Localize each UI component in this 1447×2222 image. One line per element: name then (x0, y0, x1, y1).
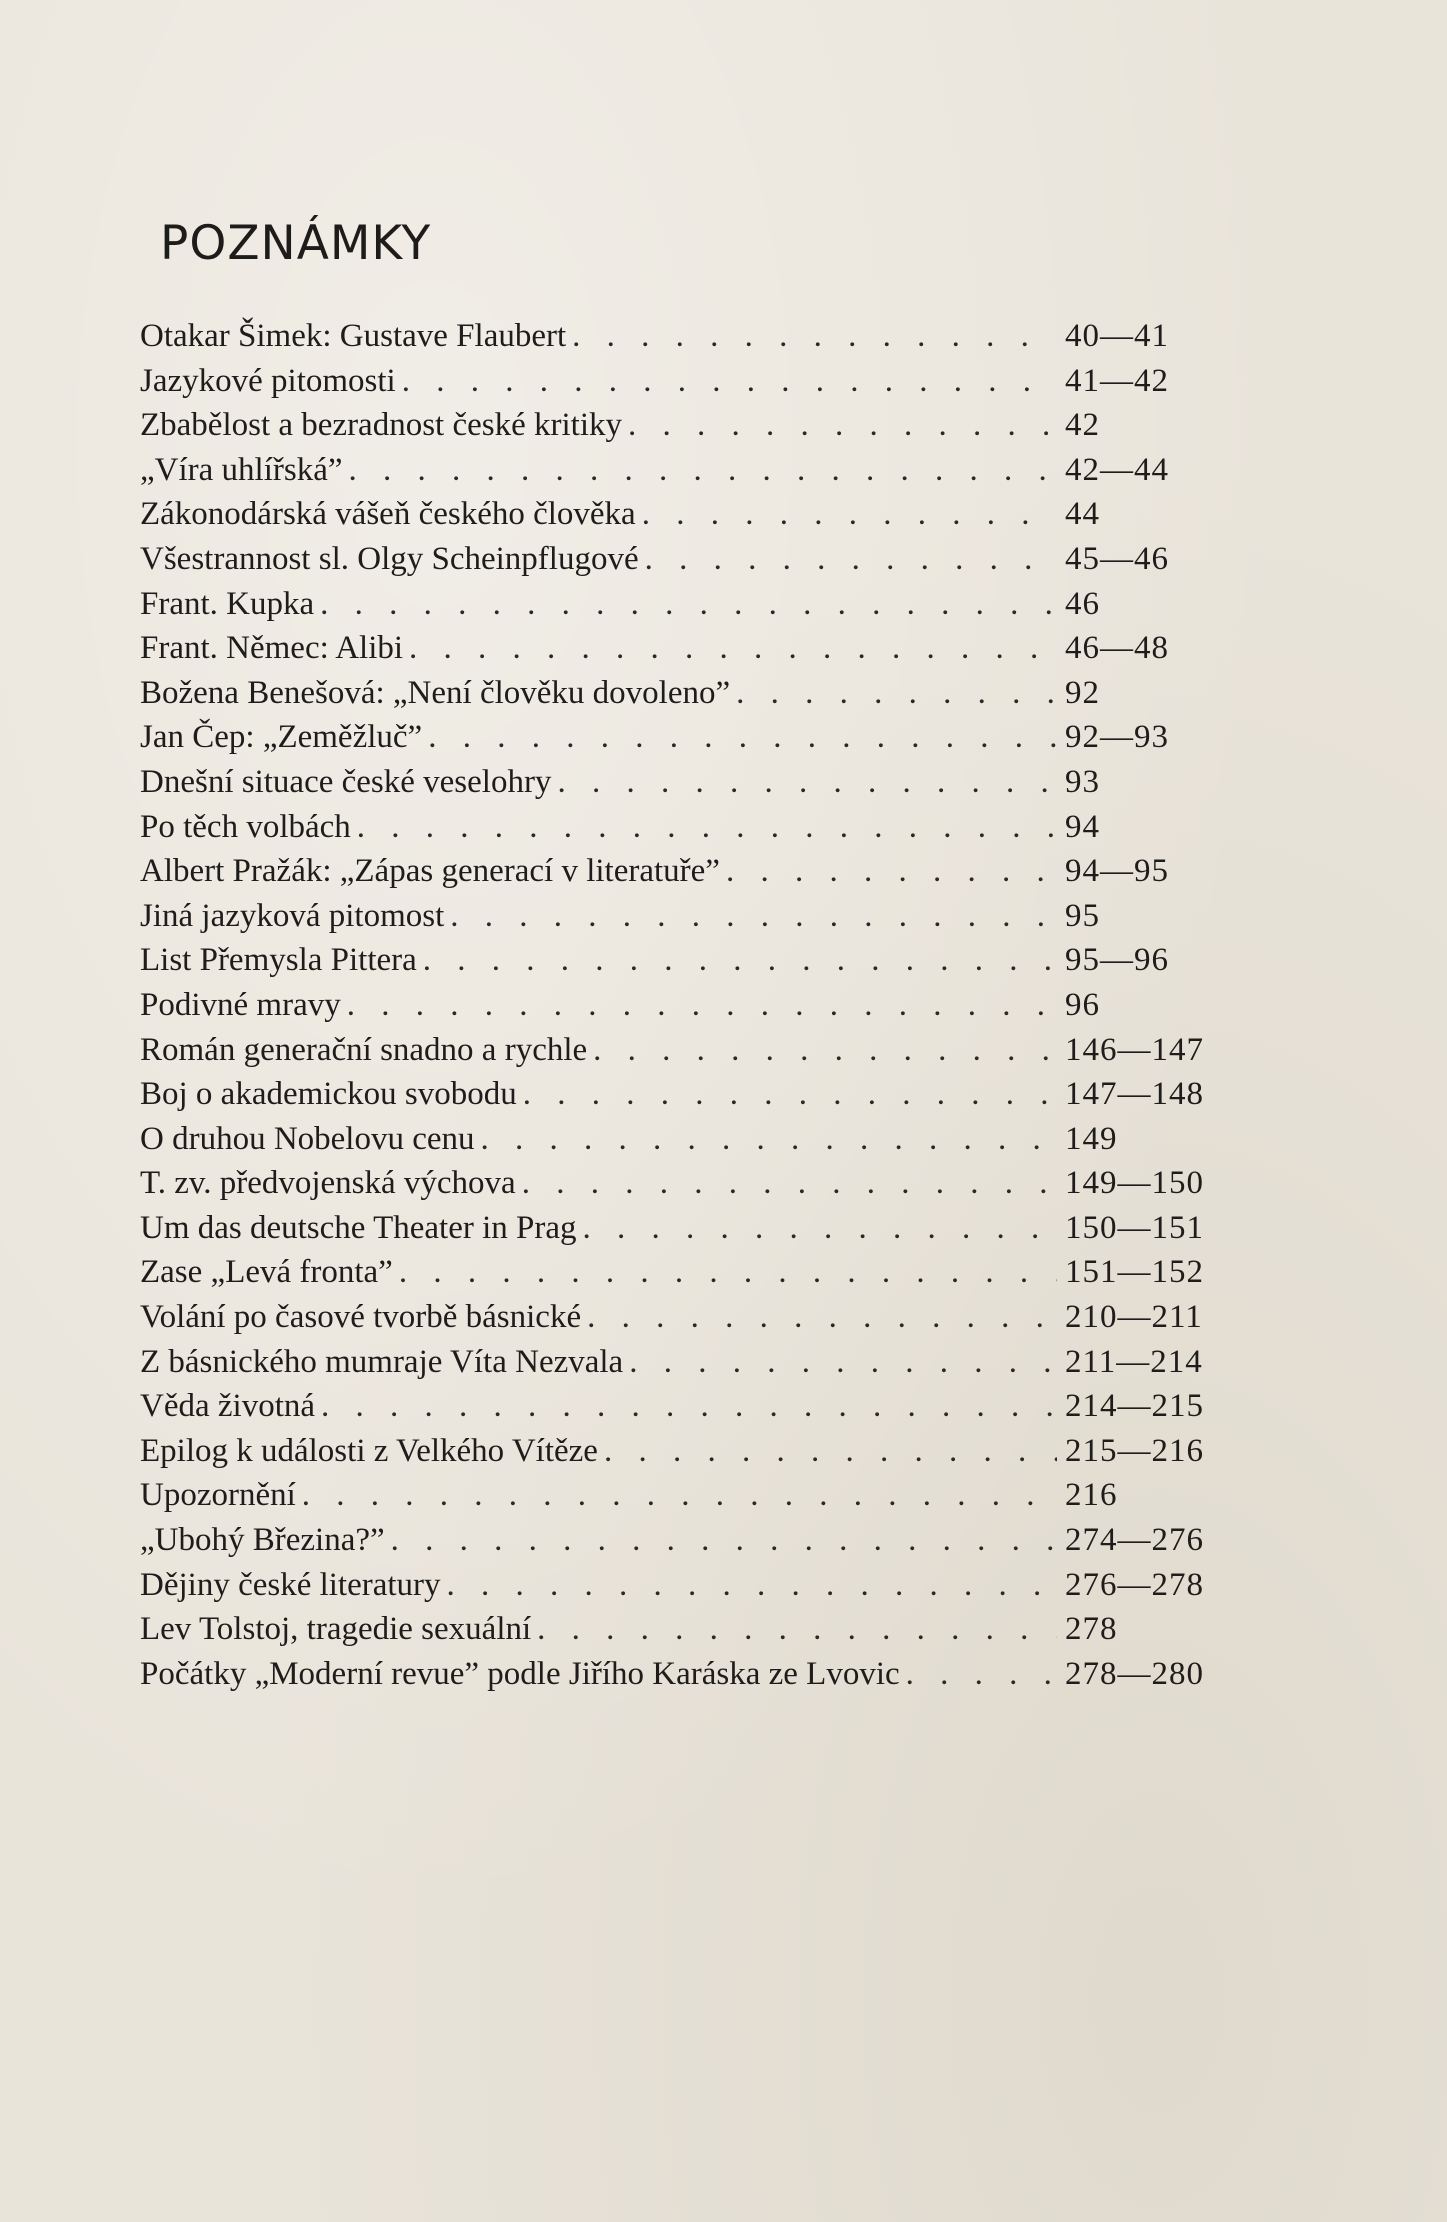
toc-entry (140, 1567, 1215, 1612)
toc-entry-pages: 42—44 (1065, 451, 1169, 488)
toc-entry-title: Jan Čep: „Zeměžluč” (140, 719, 423, 756)
dot-leader (447, 1567, 1057, 1604)
toc-entry (140, 1522, 1215, 1567)
dot-leader (587, 1299, 1057, 1336)
dot-leader (557, 764, 1057, 801)
toc-entry (140, 1477, 1215, 1522)
toc-entry-title: Frant. Němec: Alibi (140, 630, 404, 667)
toc-entry-pages: 46—48 (1065, 630, 1169, 667)
toc-entry-pages: 215—216 (1065, 1432, 1204, 1469)
toc-entry-pages: 274—276 (1065, 1522, 1204, 1559)
toc-entry-pages: 92—93 (1065, 719, 1169, 756)
toc-entry-pages: 211—214 (1065, 1343, 1203, 1380)
dot-leader (321, 1388, 1057, 1425)
toc-entry (140, 1388, 1215, 1433)
dot-leader (450, 898, 1057, 935)
dot-leader (604, 1433, 1057, 1470)
toc-entry (140, 630, 1215, 675)
toc-entry-title: Otakar Šimek: Gustave Flaubert (140, 318, 567, 354)
toc-entry (140, 407, 1215, 452)
dot-leader (320, 586, 1057, 623)
toc-entry-title: Román generační snadno a rychle (140, 1031, 588, 1068)
toc-entry-pages: 92 (1065, 674, 1100, 711)
toc-entry (140, 541, 1215, 586)
toc-entry-title: O druhou Nobelovu cenu (140, 1120, 475, 1157)
toc-entry-title: Jiná jazyková pitomost (140, 897, 445, 934)
toc-entry-title: Zákonodárská vášeň českého člověka (140, 496, 636, 533)
toc-entry-title: Podivné mravy (140, 986, 341, 1023)
toc-entry-pages: 149—150 (1065, 1165, 1204, 1202)
toc-entry-pages: 95 (1065, 897, 1100, 934)
dot-leader (302, 1477, 1057, 1514)
dot-leader (481, 1121, 1057, 1158)
dot-leader (349, 452, 1058, 489)
dot-leader (402, 363, 1057, 400)
toc-entry (140, 1165, 1215, 1210)
toc-entry (140, 942, 1215, 987)
toc-entry-title: Dějiny české literatury (140, 1566, 441, 1603)
toc-entry-title: Um das deutsche Theater in Prag (140, 1209, 577, 1246)
toc-entry (140, 1254, 1215, 1299)
toc-entry-pages: 93 (1065, 763, 1100, 800)
toc-entry-title: Počátky „Moderní revue” podle Jiřího Karáska ze Lvovic (140, 1655, 900, 1692)
toc-entry (140, 318, 1215, 363)
toc-entry (140, 452, 1215, 497)
toc-entry-pages: 278 (1065, 1611, 1118, 1648)
toc-entry-title: Po těch volbách (140, 808, 351, 845)
dot-leader (522, 1165, 1057, 1202)
page-heading: POZNÁMKY (160, 216, 432, 271)
toc-entry-title: Upozornění (140, 1477, 296, 1514)
toc-entry-pages: 42 (1065, 407, 1100, 444)
dot-leader (583, 1210, 1057, 1247)
toc-entry (140, 586, 1215, 631)
toc-entry-title: Z básnického mumraje Víta Nezvala (140, 1343, 624, 1380)
toc-entry-title: Frant. Kupka (140, 585, 315, 622)
toc-entry-pages: 216 (1065, 1477, 1118, 1514)
toc-entry (140, 1433, 1215, 1478)
dot-leader (572, 318, 1057, 355)
toc-entry (140, 764, 1215, 809)
dot-leader (593, 1032, 1057, 1069)
toc-entry (140, 809, 1215, 854)
toc-entry (140, 719, 1215, 764)
toc-entry (140, 363, 1215, 408)
toc-entry-pages: 41—42 (1065, 362, 1169, 399)
toc-entry-title: Boj o akademickou svobodu (140, 1076, 517, 1113)
dot-leader (347, 987, 1057, 1024)
toc-entry (140, 1299, 1215, 1344)
toc-entry (140, 1656, 1215, 1701)
dot-leader (642, 496, 1057, 533)
toc-entry-pages: 147—148 (1065, 1076, 1204, 1113)
toc-entry-pages: 96 (1065, 986, 1100, 1023)
dot-leader (726, 853, 1057, 890)
dot-leader (423, 942, 1057, 979)
toc-entry-pages: 44 (1065, 496, 1100, 533)
toc-entry-pages: 95—96 (1065, 942, 1169, 979)
dot-leader (645, 541, 1057, 578)
toc-entry-pages: 150—151 (1065, 1209, 1204, 1246)
toc-entry-pages: 149 (1065, 1120, 1118, 1157)
toc-entry-title: Božena Benešová: „Není člověku dovoleno” (140, 674, 731, 711)
dot-leader (428, 719, 1057, 756)
toc-entry-pages: 276—278 (1065, 1566, 1204, 1603)
toc-entry-title: Albert Pražák: „Zápas generací v literatuře” (140, 853, 720, 890)
toc-entry-title: Jazykové pitomosti (140, 362, 396, 399)
toc-entry (140, 1611, 1215, 1656)
toc-entry-pages: 214—215 (1065, 1388, 1204, 1425)
toc-entry (140, 1121, 1215, 1166)
dot-leader (628, 407, 1057, 444)
toc-entry-pages: 94 (1065, 808, 1100, 845)
dot-leader (736, 675, 1057, 712)
toc-entry-pages: 146—147 (1065, 1031, 1204, 1068)
toc-entry-title: T. zv. předvojenská výchova (140, 1165, 516, 1202)
toc-entry-pages: 40—41 (1065, 318, 1169, 354)
dot-leader (391, 1522, 1057, 1559)
toc-entry-title: Věda životná (140, 1388, 316, 1425)
toc-entry-title: Epilog k události z Velkého Vítěze (140, 1432, 598, 1469)
toc-entry (140, 1210, 1215, 1255)
dot-leader (537, 1611, 1057, 1648)
toc-entry-pages: 151—152 (1065, 1254, 1204, 1291)
toc-entry (140, 1344, 1215, 1389)
toc-entry-title: Zase „Levá fronta” (140, 1254, 393, 1291)
dot-leader (523, 1076, 1057, 1113)
dot-leader (906, 1656, 1057, 1693)
toc-entry-title: „Ubohý Březina?” (140, 1522, 385, 1559)
toc-entry-pages: 45—46 (1065, 540, 1169, 577)
toc-entry-title: „Víra uhlířská” (140, 451, 343, 488)
toc-entry-title: Všestrannost sl. Olgy Scheinpflugové (140, 540, 639, 577)
toc-entry-pages: 210—211 (1065, 1299, 1203, 1336)
notes-table-of-contents (140, 318, 1215, 1700)
toc-entry-title: Volání po časové tvorbě básnické (140, 1299, 582, 1336)
toc-entry (140, 898, 1215, 943)
toc-entry-title: Zbabělost a bezradnost české kritiky (140, 407, 622, 444)
toc-entry (140, 496, 1215, 541)
dot-leader (357, 809, 1057, 846)
toc-entry (140, 1076, 1215, 1121)
dot-leader (399, 1254, 1057, 1291)
toc-entry-title: Dnešní situace české veselohry (140, 763, 552, 800)
dot-leader (629, 1344, 1057, 1381)
dot-leader (409, 630, 1057, 667)
toc-entry-pages: 46 (1065, 585, 1100, 622)
toc-entry-pages: 278—280 (1065, 1655, 1204, 1692)
toc-entry-title: List Přemysla Pittera (140, 942, 417, 979)
toc-entry (140, 675, 1215, 720)
toc-entry (140, 987, 1215, 1032)
toc-entry-pages: 94—95 (1065, 853, 1169, 890)
toc-entry-title: Lev Tolstoj, tragedie sexuální (140, 1611, 532, 1648)
toc-entry (140, 1032, 1215, 1077)
toc-entry (140, 853, 1215, 898)
